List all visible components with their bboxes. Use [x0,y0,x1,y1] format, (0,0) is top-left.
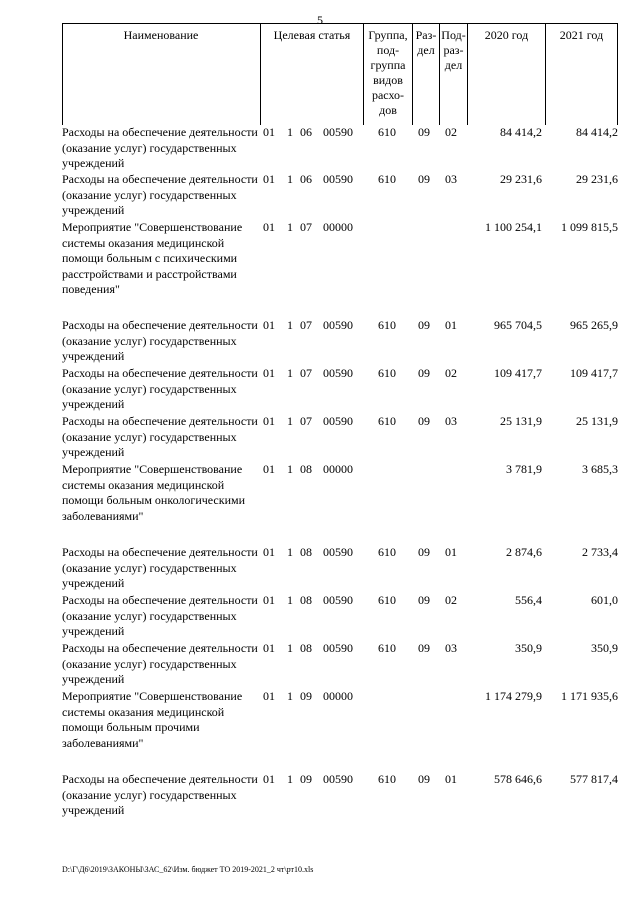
row-y2020: 109 417,7 [494,366,542,380]
header-divider [617,23,618,125]
row-y2021: 350,9 [591,641,618,655]
row-y2021: 577 817,4 [570,772,618,786]
row-name: Расходы на обеспечение деятельности (оказание услуг) государственных учреждений [62,366,258,411]
row-y2020: 1 174 279,9 [485,689,542,703]
row-c1: 01 [263,641,275,655]
row-section: 09 [418,172,430,186]
row-y2021: 109 417,7 [570,366,618,380]
row-c2: 1 [287,593,293,607]
row-c1: 01 [263,125,275,139]
row-c2: 1 [287,366,293,380]
row-c3: 09 [300,772,312,786]
row-name: Мероприятие "Совершенствование системы оказания медицинской помощи больным с психическими расстройствами и расстройствами поведения" [62,220,243,296]
row-name: Мероприятие "Совершенствование системы оказания медицинской помощи больным онкологическими заболеваниями" [62,462,246,523]
row-c4: 00590 [323,641,353,655]
row-y2020: 556,4 [515,593,542,607]
row-section: 09 [418,545,430,559]
header-group: Группа, под- группа видов расхо- дов [368,28,408,117]
row-y2021: 1 099 815,5 [561,220,618,234]
row-name: Расходы на обеспечение деятельности (оказание услуг) государственных учреждений [62,414,258,459]
row-c2: 1 [287,414,293,428]
row-c3: 06 [300,125,312,139]
row-y2021: 25 131,9 [576,414,618,428]
row-y2020: 84 414,2 [500,125,542,139]
row-name: Расходы на обеспечение деятельности (оказание услуг) государственных учреждений [62,772,258,817]
row-group: 610 [378,125,396,139]
row-c4: 00590 [323,125,353,139]
row-c2: 1 [287,125,293,139]
row-y2020: 350,9 [515,641,542,655]
row-section: 09 [418,414,430,428]
row-c1: 01 [263,366,275,380]
row-section: 09 [418,318,430,332]
row-c4: 00590 [323,414,353,428]
row-c1: 01 [263,772,275,786]
row-c3: 08 [300,462,312,476]
row-subsection: 02 [445,593,457,607]
row-section: 09 [418,125,430,139]
row-y2020: 25 131,9 [500,414,542,428]
row-c2: 1 [287,172,293,186]
row-y2020: 1 100 254,1 [485,220,542,234]
row-c4: 00590 [323,318,353,332]
row-subsection: 03 [445,641,457,655]
row-section: 09 [418,366,430,380]
row-name: Расходы на обеспечение деятельности (оказание услуг) государственных учреждений [62,641,258,686]
row-y2021: 1 171 935,6 [561,689,618,703]
row-c3: 07 [300,366,312,380]
row-c3: 09 [300,689,312,703]
header-subsection: Под- раз- дел [441,28,466,72]
row-group: 610 [378,772,396,786]
row-c1: 01 [263,545,275,559]
row-c2: 1 [287,772,293,786]
row-subsection: 01 [445,318,457,332]
header-year-2020: 2020 год [484,28,529,42]
row-y2021: 2 733,4 [582,545,618,559]
row-y2021: 965 265,9 [570,318,618,332]
row-c1: 01 [263,172,275,186]
row-c3: 06 [300,172,312,186]
row-y2021: 601,0 [591,593,618,607]
header-year-2021: 2021 год [559,28,604,42]
row-name: Расходы на обеспечение деятельности (оказание услуг) государственных учреждений [62,125,258,170]
row-c1: 01 [263,414,275,428]
row-c4: 00590 [323,593,353,607]
row-c1: 01 [263,689,275,703]
row-subsection: 02 [445,125,457,139]
row-name: Мероприятие "Совершенствование системы оказания медицинской помощи больным прочими заболеваниями" [62,689,243,750]
row-c1: 01 [263,220,275,234]
footer-file-path: D:\Г\Д6\2019\ЗАКОНЫ\ЗАС_62\Изм. бюджет ТО 2019-2021_2 чт\рт10.xls [62,865,314,874]
row-c4: 00590 [323,545,353,559]
row-y2020: 578 646,6 [494,772,542,786]
row-c3: 08 [300,545,312,559]
row-group: 610 [378,318,396,332]
row-subsection: 03 [445,414,457,428]
row-group: 610 [378,593,396,607]
row-group: 610 [378,641,396,655]
row-group: 610 [378,172,396,186]
row-c1: 01 [263,318,275,332]
row-c4: 00590 [323,172,353,186]
row-group: 610 [378,366,396,380]
row-c1: 01 [263,462,275,476]
row-c4: 00000 [323,689,353,703]
row-c3: 07 [300,220,312,234]
header-section: Раз- дел [415,28,437,57]
header-target: Целевая статья [273,28,351,42]
row-name: Расходы на обеспечение деятельности (оказание услуг) государственных учреждений [62,172,258,217]
row-subsection: 02 [445,366,457,380]
row-group: 610 [378,414,396,428]
row-c2: 1 [287,318,293,332]
row-section: 09 [418,772,430,786]
row-y2020: 29 231,6 [500,172,542,186]
row-subsection: 01 [445,545,457,559]
row-c4: 00590 [323,366,353,380]
row-section: 09 [418,641,430,655]
row-y2020: 965 704,5 [494,318,542,332]
row-c3: 08 [300,593,312,607]
row-c2: 1 [287,462,293,476]
row-name: Расходы на обеспечение деятельности (оказание услуг) государственных учреждений [62,593,258,638]
row-c1: 01 [263,593,275,607]
row-y2020: 3 781,9 [506,462,542,476]
row-c4: 00590 [323,772,353,786]
row-c2: 1 [287,641,293,655]
row-y2021: 3 685,3 [582,462,618,476]
row-name: Расходы на обеспечение деятельности (оказание услуг) государственных учреждений [62,545,258,590]
row-c4: 00000 [323,220,353,234]
row-subsection: 01 [445,772,457,786]
row-c2: 1 [287,545,293,559]
header-name: Наименование [123,28,199,42]
row-y2021: 84 414,2 [576,125,618,139]
row-c3: 07 [300,318,312,332]
row-y2020: 2 874,6 [506,545,542,559]
row-section: 09 [418,593,430,607]
row-c4: 00000 [323,462,353,476]
row-c3: 07 [300,414,312,428]
row-subsection: 03 [445,172,457,186]
row-c3: 08 [300,641,312,655]
row-y2021: 29 231,6 [576,172,618,186]
row-c2: 1 [287,220,293,234]
row-name: Расходы на обеспечение деятельности (оказание услуг) государственных учреждений [62,318,258,363]
page-number: 5 [317,13,323,27]
row-group: 610 [378,545,396,559]
row-c2: 1 [287,689,293,703]
